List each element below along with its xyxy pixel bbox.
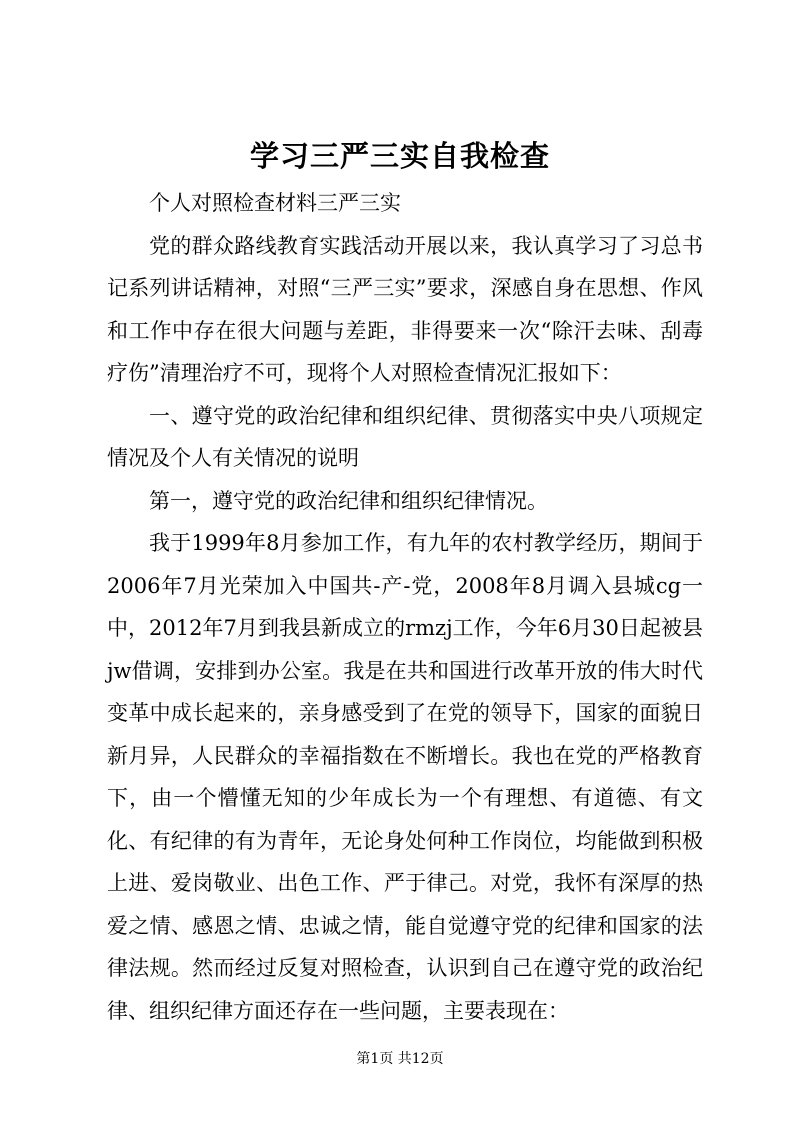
personal-history-paragraph: 我于1999年8月参加工作，有九年的农村教学经历，期间于2006年7月光荣加入中国共-产-党，2008年8月调入县城cg一中，2012年7月到我县新成立的rmzj工作，今年6月30日起被县jw借调，安排到办公室。我是在共和国进行改革开放的伟大时代变革中成长起来的，亲身感受到了在党的领导下，国家的面貌日新月异，人民群众的幸福指数在不断增长。我也在党的严格教育下，由一个懵懂无知的少年成长为一个有理想、有道德、有文化、有纪律的有为青年，无论身处何种工作岗位，均能做到积极上进、爱岗敬业、出色工作、严于律己。对党，我怀有深厚的热爱之情、感恩之情、忠诚之情，能自觉遵守党的纪律和国家的法律法规。然而经过反复对照检查，认识到自己在遵守党的政治纪律、组织纪律方面还存在一些问题，主要表现在： bbox=[107, 531, 703, 1023]
section-heading-paragraph: 一、遵守党的政治纪律和组织纪律、贯彻落实中央八项规定情况及个人有关情况的说明 bbox=[107, 403, 703, 470]
intro-paragraph: 党的群众路线教育实践活动开展以来，我认真学习了习总书记系列讲话精神，对照“三严三实”要求，深感自身在思想、作风和工作中存在很大问题与差距，非得要来一次“除汗去味、刮毒疗伤”清理治疗不可，现将个人对照检查情况汇报如下： bbox=[107, 233, 703, 385]
subtitle-paragraph: 个人对照检查材料三严三实 bbox=[149, 191, 401, 215]
document-body bbox=[107, 182, 703, 1032]
document-title: 学习三严三实自我检查 bbox=[249, 139, 550, 173]
page-footer: 第1页 共12页 bbox=[356, 1051, 444, 1067]
subsection-heading-paragraph: 第一，遵守党的政治纪律和组织纪律情况。 bbox=[149, 488, 548, 513]
